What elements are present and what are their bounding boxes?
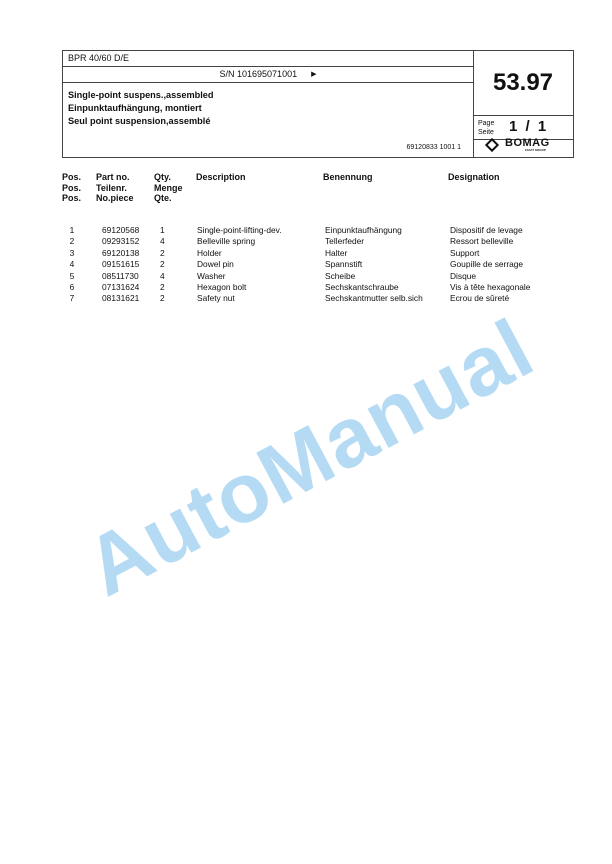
- cell-designation: Dispositif de levage: [450, 225, 523, 235]
- col-header-benennung: Benennung: [323, 172, 373, 182]
- col-header-part: [96, 172, 134, 204]
- col-header-pos-fr: Pos.: [62, 193, 82, 203]
- cell-designation: Ressort belleville: [450, 236, 514, 247]
- cell-qty: 4: [160, 270, 165, 281]
- page-labels: [478, 119, 494, 137]
- page-label-en: Page: [478, 120, 495, 127]
- serial-number: S/N 101695071001: [219, 69, 298, 79]
- cell-description: Washer: [197, 270, 226, 281]
- col-header-designation: Designation: [448, 172, 500, 182]
- cell-pos: 7: [69, 293, 75, 304]
- cell-pos: 1: [69, 225, 75, 235]
- title-german: Einpunktaufhängung, montiert: [68, 103, 202, 113]
- cell-benennung: Einpunktaufhängung: [325, 225, 402, 235]
- col-header-pos: [62, 172, 81, 204]
- cell-benennung: Scheibe: [325, 270, 356, 281]
- col-header-qty-en: Qty.: [154, 172, 171, 182]
- arrow-right-icon: ▶: [311, 71, 317, 78]
- cell-description: Safety nut: [197, 293, 235, 304]
- cell-designation: Ecrou de sûreté: [450, 293, 510, 304]
- cell-part: 07131624: [102, 282, 140, 292]
- cell-designation: Support: [450, 247, 480, 258]
- col-header-qty-fr: Qte.: [154, 193, 172, 203]
- cell-benennung: Halter: [325, 247, 348, 258]
- cell-part: 69120568: [102, 225, 140, 235]
- cell-pos: 4: [69, 259, 75, 270]
- cell-part: 09293152: [102, 236, 140, 247]
- cell-part: 08131621: [102, 293, 140, 304]
- cell-benennung: Spannstift: [325, 259, 363, 270]
- col-header-pos-de: Pos.: [62, 182, 82, 193]
- cell-designation: Goupille de serrage: [450, 259, 524, 270]
- cell-part: 08511730: [102, 270, 139, 281]
- col-header-part-en: Part no.: [96, 172, 130, 182]
- page-value: 1 / 1: [509, 118, 547, 135]
- cell-designation: Disque: [450, 270, 477, 281]
- header-right-block: [473, 51, 573, 157]
- title-english: Single-point suspens.,assembled: [68, 90, 214, 100]
- cell-benennung: Sechskantmutter selb.sich: [325, 293, 423, 304]
- logo-text: BOMAG: [505, 137, 550, 149]
- document-header: [62, 50, 574, 158]
- col-header-pos-en: Pos.: [62, 172, 82, 182]
- cell-qty: 2: [160, 293, 165, 304]
- logo-subtitle: FAYAT GROUP: [525, 148, 546, 152]
- cell-qty: 4: [160, 236, 165, 247]
- serial-number-row: [63, 67, 473, 83]
- col-header-part-fr: No.piece: [96, 193, 134, 203]
- cell-qty: 2: [160, 282, 165, 292]
- watermark: AutoManual: [70, 300, 548, 614]
- cell-part: 09151615: [102, 259, 140, 270]
- document-number: 69120833 1001 1: [406, 144, 461, 151]
- cell-benennung: Tellerfeder: [325, 236, 365, 247]
- cell-pos: 5: [69, 270, 75, 281]
- bomag-diamond-icon: [485, 138, 499, 152]
- cell-qty: 2: [160, 247, 165, 258]
- title-french: Seul point suspension,assemblé: [68, 116, 211, 126]
- section-number: 53.97: [473, 66, 573, 116]
- cell-description: Holder: [197, 247, 222, 258]
- cell-description: Belleville spring: [197, 236, 256, 247]
- cell-qty: 1: [160, 225, 165, 235]
- model-name: BPR 40/60 D/E: [63, 51, 473, 67]
- col-header-part-de: Teilenr.: [96, 182, 127, 193]
- col-header-description: Description: [196, 172, 246, 182]
- cell-designation: Vis à tête hexagonale: [450, 282, 531, 292]
- header-left-block: [63, 51, 474, 157]
- cell-pos: 3: [69, 247, 75, 258]
- cell-description: Dowel pin: [197, 259, 234, 270]
- col-header-qty-de: Menge: [154, 182, 183, 193]
- col-header-qty: [154, 172, 183, 204]
- cell-pos: 2: [69, 236, 75, 247]
- cell-pos: 6: [69, 282, 75, 292]
- cell-benennung: Sechskantschraube: [325, 282, 399, 292]
- cell-description: Single-point-lifting-dev.: [197, 225, 282, 235]
- page-label-de: Seite: [478, 129, 494, 136]
- cell-description: Hexagon bolt: [197, 282, 247, 292]
- cell-qty: 2: [160, 259, 165, 270]
- cell-part: 69120138: [102, 247, 140, 258]
- assembly-titles: [63, 83, 473, 128]
